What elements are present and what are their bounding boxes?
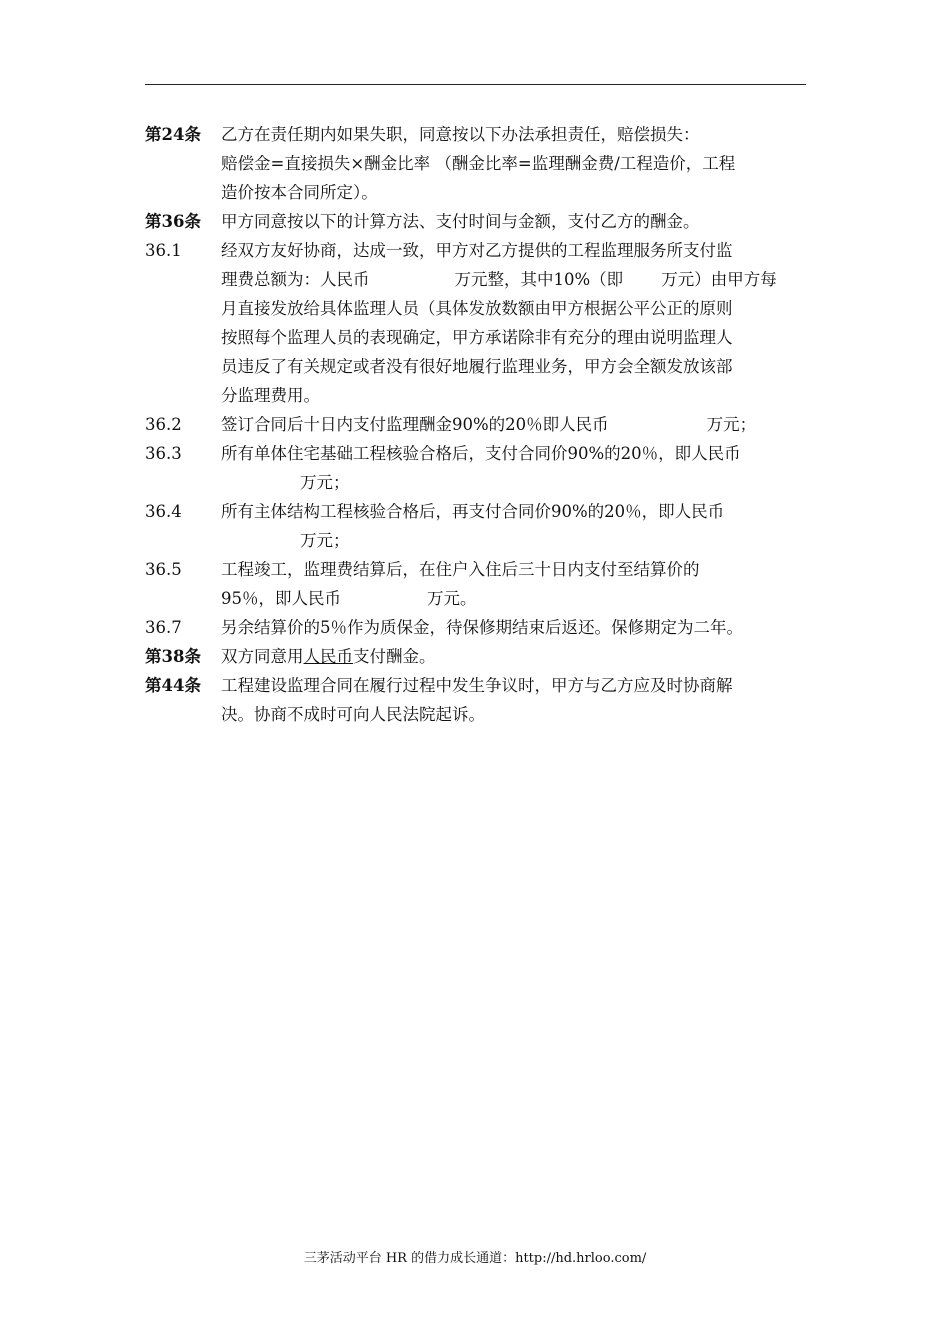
- clause-text: 万元；: [300, 473, 350, 492]
- article-text: 双方同意用: [221, 647, 304, 666]
- article-38: [145, 642, 806, 671]
- clause-text: 按照每个监理人员的表现确定，甲方承诺除非有充分的理由说明监理人: [221, 328, 733, 347]
- clause-text: 所有主体结构工程核验合格后，再支付合同价90%的20％，即人民币: [221, 502, 725, 521]
- article-44: [145, 671, 806, 729]
- clause-36-3: [145, 439, 806, 497]
- header-rule: [145, 84, 806, 85]
- clause-text-line: [221, 410, 806, 439]
- clause-label: 36.3: [145, 444, 182, 463]
- clause-text: 签订合同后十日内支付监理酬金90%的20％即人民币: [221, 415, 609, 434]
- clause-text: 月直接发放给具体监理人员（具体发放数额由甲方根据公平公正的原则: [221, 299, 733, 318]
- clause-text: 所有单体住宅基础工程核验合格后，支付合同价90%的20％，即人民币: [221, 444, 741, 463]
- article-text: 乙方在责任期内如果失职，同意按以下办法承担责任，赔偿损失：: [221, 125, 700, 144]
- article-label: 第38条: [145, 647, 201, 666]
- clause-text: 万元整，其中10%（即: [454, 270, 624, 289]
- article-text: 赔偿金=直接损失×酬金比率 （酬金比率=监理酬金费/工程造价，工程: [221, 154, 736, 173]
- article-36: [145, 207, 806, 236]
- clause-text: 分监理费用。: [221, 386, 320, 405]
- clause-text: 理费总额为：人民币: [221, 270, 370, 289]
- article-label: 第24条: [145, 125, 201, 144]
- article-text-line: [221, 642, 806, 671]
- clause-label: 36.4: [145, 502, 182, 521]
- clause-text: 万元。: [427, 589, 477, 608]
- clause-text: 工程竣工，监理费结算后，在住户入住后三十日内支付至结算价的: [221, 560, 700, 579]
- article-text: 甲方同意按以下的计算方法、支付时间与金额，支付乙方的酬金。: [221, 212, 700, 231]
- clause-36-4: [145, 497, 806, 555]
- article-label: 第44条: [145, 676, 201, 695]
- page-footer: 三茅活动平台 HR 的借力成长通道：http://hd.hrloo.com/: [303, 1251, 647, 1266]
- clause-text-line: [221, 265, 806, 294]
- article-text: 决。协商不成时可向人民法院起诉。: [221, 705, 485, 724]
- article-24: [145, 120, 806, 207]
- clause-36-5: [145, 555, 806, 613]
- clause-text: 95％，即人民币: [221, 589, 341, 608]
- clause-label: 36.5: [145, 560, 182, 579]
- clause-text: 万元；: [706, 415, 757, 434]
- article-text: 工程建设监理合同在履行过程中发生争议时，甲方与乙方应及时协商解: [221, 676, 733, 695]
- article-text: 支付酬金。: [353, 647, 436, 666]
- clause-text-line: [221, 468, 806, 497]
- article-text: 造价按本合同所定）。: [221, 183, 378, 202]
- clause-label: 36.2: [145, 415, 182, 434]
- currency-underlined: 人民币: [303, 647, 353, 666]
- clause-text-line: [221, 526, 806, 555]
- document-body: [145, 120, 806, 729]
- clause-36-2: [145, 410, 806, 439]
- clause-36-7: [145, 613, 806, 642]
- clause-text: 万元；: [300, 531, 350, 550]
- clause-36-1: [145, 236, 806, 410]
- clause-text: 万元）由甲方每: [661, 270, 777, 289]
- clause-text: 经双方友好协商，达成一致，甲方对乙方提供的工程监理服务所支付监: [221, 241, 733, 260]
- clause-label: 36.7: [145, 618, 182, 637]
- clause-text-line: [221, 584, 806, 613]
- clause-text: 员违反了有关规定或者没有很好地履行监理业务，甲方会全额发放该部: [221, 357, 733, 376]
- clause-text: 另余结算价的5％作为质保金，待保修期结束后返还。保修期定为二年。: [221, 618, 743, 637]
- article-label: 第36条: [145, 212, 201, 231]
- clause-label: 36.1: [145, 241, 182, 260]
